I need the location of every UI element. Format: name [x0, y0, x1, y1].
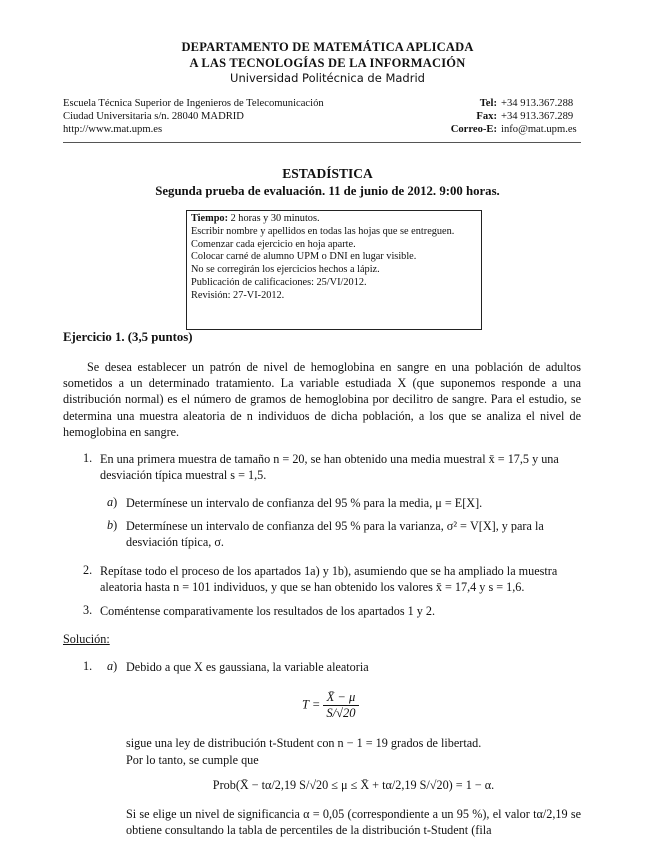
instruction-line: Comenzar cada ejercicio en hoja aparte. — [191, 238, 356, 250]
exam-title: ESTADÍSTICA — [282, 166, 373, 181]
dept-line-2: A LAS TECNOLOGÍAS DE LA INFORMACIÓN — [189, 56, 466, 70]
exam-subtitle: Segunda prueba de evaluación. 11 de junio de 2012. 9:00 horas. — [155, 184, 500, 198]
equation-denominator: S/√20 — [326, 706, 356, 720]
item-letter: a) — [107, 659, 118, 673]
dept-line-1: DEPARTAMENTO DE MATEMÁTICA APLICADA — [181, 40, 474, 54]
equation-lhs: T = — [302, 697, 321, 712]
item-2-text: Repítase todo el proceso de los apartados 1a) y 1b), asumiendo que se ha ampliado la muestra aleatoria hasta n = 101 individuos, y que se han obtenido los valores x̄ = 17,4 y s = 1,6. — [100, 564, 558, 595]
contact-block — [451, 97, 578, 136]
item-number: 3. — [83, 603, 93, 617]
address-block — [63, 97, 324, 136]
solution-1a-intro: Debido a que X es gaussiana, la variable aleatoria — [126, 660, 369, 674]
address-line: Ciudad Universitaria s/n. 28040 MADRID — [63, 111, 244, 122]
website-link[interactable]: http://www.mat.upm.es — [63, 124, 163, 135]
instruction-line: Publicación de calificaciones: 25/VI/2012. — [191, 276, 367, 288]
item-letter: a) — [107, 495, 118, 509]
solution-heading: Solución: — [63, 632, 110, 646]
fax-value: +34 913.367.289 — [501, 111, 574, 122]
item-number: 1. — [83, 451, 93, 465]
item-letter: b) — [107, 518, 118, 532]
instruction-line: No se corregirán los ejercicios hechos a lápiz. — [191, 264, 380, 276]
item-3-text: Coméntense comparativamente los resultados de los apartados 1 y 2. — [100, 604, 436, 618]
t-statistic-equation — [302, 690, 359, 721]
instructions-box — [186, 210, 482, 330]
solution-1a-text-2: Por lo tanto, se cumple que — [126, 753, 259, 767]
item-number: 2. — [83, 563, 93, 577]
tel-value: +34 913.367.288 — [501, 98, 574, 109]
item-number: 1. — [83, 659, 93, 673]
item-1a-text: Determínese un intervalo de confianza del 95 % para la media, μ = E[X]. — [126, 496, 483, 510]
item-1b-text: Determínese un intervalo de confianza del 95 % para la varianza, σ² = V[X], y para la desviación típica, σ. — [126, 519, 544, 550]
tel-label: Tel: — [479, 98, 497, 109]
exercise-intro: Se desea establecer un patrón de nivel de hemoglobina en sangre en una población de adultos sometidos a un determinado tratamiento. La variable estudiada X (que suponemos responde a una distribución normal) es el número de gramos de hemoglobina por decilitro de sangre. Para el estudio, se determina una muestra aleatoria de n individuos de dicha población, a los que se analiza el nivel de hemoglobina en sangre. — [63, 360, 581, 439]
equation-numerator: X̄ − μ — [323, 690, 358, 706]
university-name: Universidad Politécnica de Madrid — [230, 71, 425, 85]
time-value: 2 horas y 30 minutos. — [230, 213, 320, 224]
solution-1a-text-3: Si se elige un nivel de significancia α = 0,05 (correspondiente a un 95 %), el valor tα/2,19 se obtiene consultando la tabla de percentiles de la distribución t-Student (fila — [126, 807, 581, 838]
time-label: Tiempo: — [191, 213, 228, 224]
instruction-line: Revisión: 27-VI-2012. — [191, 289, 285, 301]
email-label: Correo-E: — [450, 124, 497, 135]
solution-1a-text-1: sigue una ley de distribución t-Student con n − 1 = 19 grados de libertad. — [126, 736, 482, 750]
email-value[interactable]: info@mat.upm.es — [501, 124, 577, 135]
exercise-heading: Ejercicio 1. (3,5 puntos) — [63, 330, 193, 344]
fax-label: Fax: — [476, 111, 497, 122]
instruction-line: Colocar carné de alumno UPM o DNI en lugar visible. — [191, 251, 417, 263]
instruction-line: Escribir nombre y apellidos en todas las hojas que se entreguen. — [191, 225, 455, 237]
header-divider — [63, 142, 581, 143]
address-line: Escuela Técnica Superior de Ingenieros de Telecomunicación — [63, 98, 324, 109]
probability-equation: Prob(X̄ − tα/2,19 S/√20 ≤ μ ≤ X̄ + tα/2,19 S/√20) = 1 − α. — [212, 778, 495, 792]
item-1-text: En una primera muestra de tamaño n = 20, se han obtenido una media muestral x̄ = 17,5 y una desviación típica muestral s = 1,5. — [100, 452, 559, 483]
